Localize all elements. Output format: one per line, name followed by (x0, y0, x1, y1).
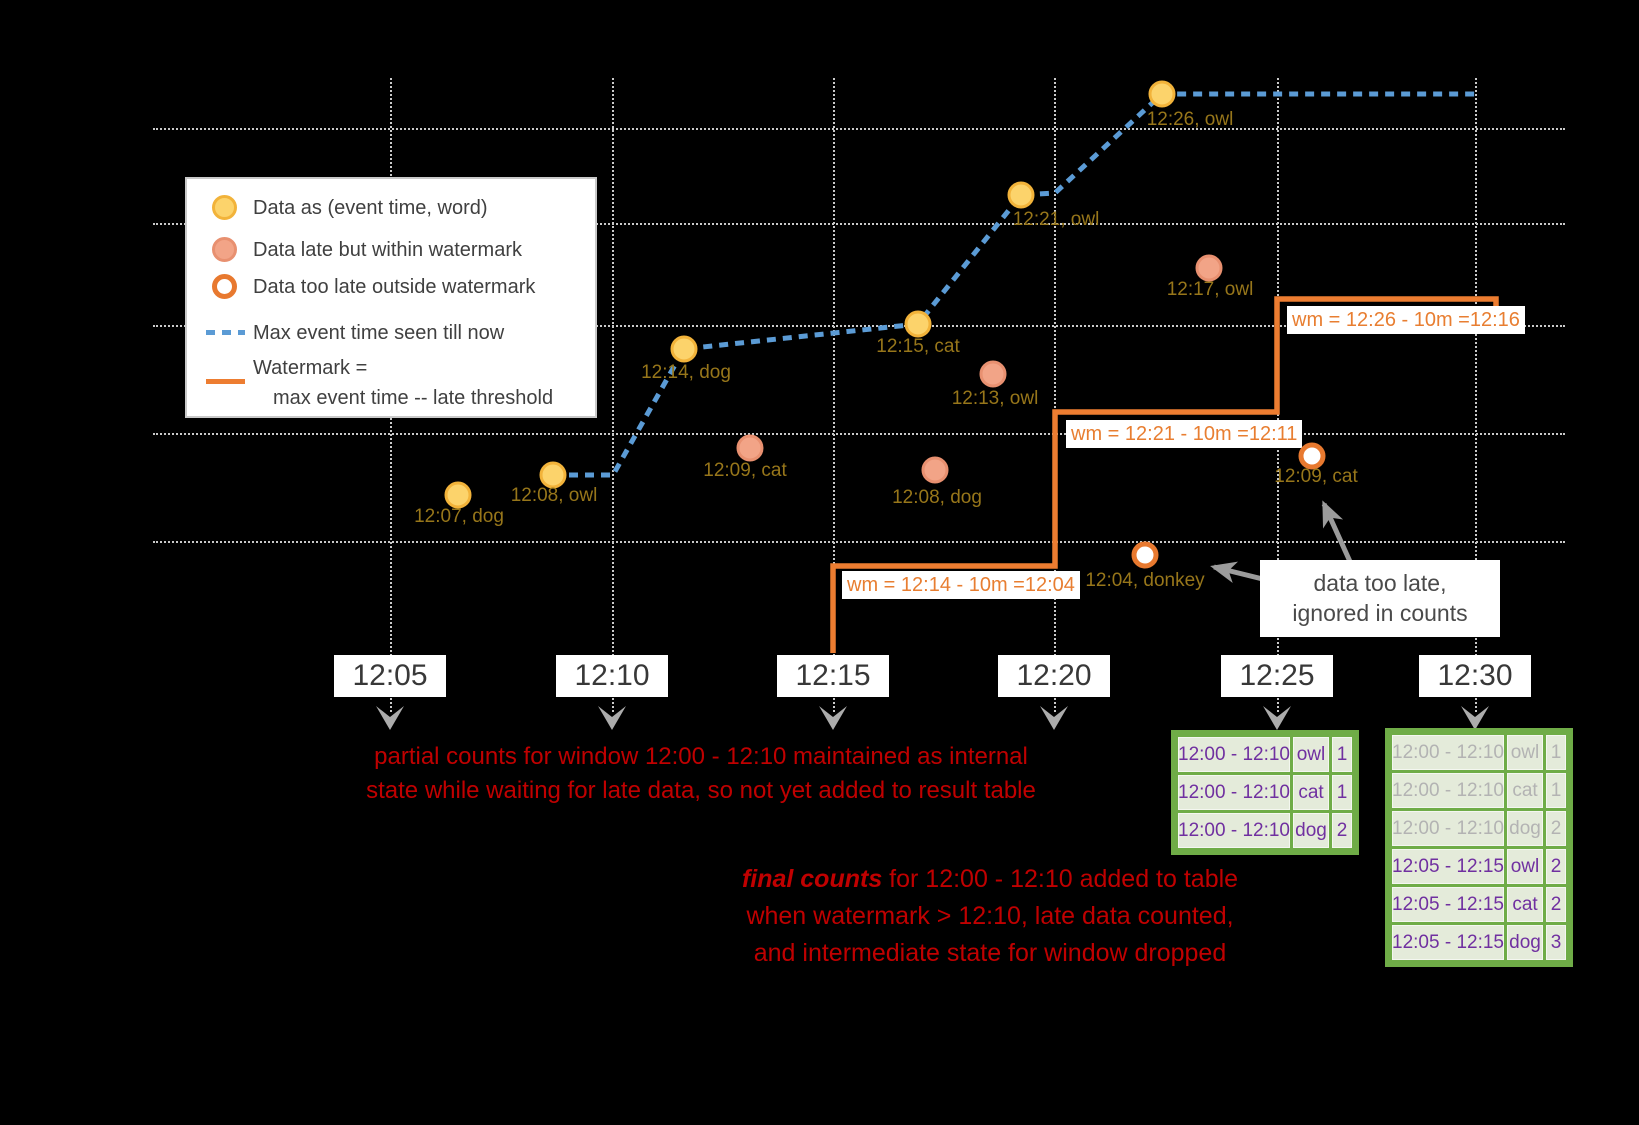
data-point-late (922, 457, 949, 484)
table-cell-window: 12:00 - 12:10 (1392, 811, 1504, 846)
data-point-label: 12:08, dog (892, 487, 982, 508)
legend-watermark-label-cont: max event time -- late threshold (273, 387, 554, 409)
table-row (1392, 773, 1566, 808)
table-cell-window: 12:00 - 12:10 (1178, 813, 1290, 848)
data-point-label: 12:04, donkey (1085, 570, 1205, 591)
data-point-ontime (1008, 182, 1035, 209)
gridline-h (153, 433, 1565, 435)
callout-line1: data too late, (1313, 570, 1447, 596)
table-cell-count: 2 (1546, 849, 1566, 884)
data-point-toolate (1132, 542, 1159, 569)
table-cell-word: dog (1293, 813, 1329, 848)
result-table (1385, 728, 1573, 967)
gridline-v (612, 78, 614, 712)
legend (185, 177, 597, 418)
table-cell-window: 12:00 - 12:10 (1178, 775, 1290, 810)
legend-toolate-icon (212, 274, 237, 299)
table-row (1178, 813, 1352, 848)
note-final-line3: and intermediate state for window dropped (753, 939, 1227, 967)
time-tick-label: 12:30 (1419, 655, 1531, 697)
data-point-label: 12:13, owl (951, 388, 1039, 409)
table-cell-word: owl (1293, 737, 1329, 772)
table-cell-window: 12:00 - 12:10 (1178, 737, 1290, 772)
note-partial-counts (340, 740, 1062, 808)
legend-watermark-label: Watermark = (253, 357, 368, 379)
data-point-late (1196, 255, 1223, 282)
time-tick-label: 12:20 (998, 655, 1110, 697)
legend-max-event-label: Max event time seen till now (253, 322, 505, 344)
data-point-label: 12:09, cat (1274, 466, 1358, 487)
data-point-ontime (905, 311, 932, 338)
callout-line2: ignored in counts (1292, 600, 1468, 626)
legend-late-icon (212, 237, 237, 262)
table-cell-word: dog (1507, 811, 1543, 846)
data-point-label: 12:08, owl (510, 485, 598, 506)
gridline-h (153, 541, 1565, 543)
data-point-label: 12:26, owl (1146, 109, 1234, 130)
table-row (1392, 811, 1566, 846)
time-tick-label: 12:15 (777, 655, 889, 697)
data-point-label: 12:07, dog (414, 506, 504, 527)
table-cell-window: 12:00 - 12:10 (1392, 773, 1504, 808)
table-cell-word: cat (1507, 773, 1543, 808)
table-cell-window: 12:00 - 12:10 (1392, 735, 1504, 770)
time-tick-label: 12:25 (1221, 655, 1333, 697)
data-point-label: 12:14, dog (641, 362, 731, 383)
note-final-line2: when watermark > 12:10, late data counted, (746, 902, 1234, 930)
data-point-ontime (445, 482, 472, 509)
watermark-value-label: wm = 12:26 - 10m =12:16 (1287, 306, 1525, 334)
table-cell-word: dog (1507, 925, 1543, 960)
legend-max-event-line-icon (206, 330, 245, 335)
note-final-line1: for 12:00 - 12:10 added to table (882, 865, 1239, 893)
table-cell-count: 2 (1546, 887, 1566, 922)
watermark-value-label: wm = 12:14 - 10m =12:04 (842, 571, 1080, 599)
legend-late-label: Data late but within watermark (253, 239, 523, 261)
time-tick-label: 12:10 (556, 655, 668, 697)
table-cell-count: 2 (1332, 813, 1352, 848)
legend-ontime-icon (212, 195, 237, 220)
watermark-value-label: wm = 12:21 - 10m =12:11 (1066, 420, 1302, 448)
table-row (1392, 887, 1566, 922)
note-partial-line2: state while waiting for late data, so not yet added to result table (366, 777, 1036, 804)
max-event-time-line (553, 94, 1475, 475)
gridline-v (833, 78, 835, 712)
table-cell-window: 12:05 - 12:15 (1392, 925, 1504, 960)
table-cell-window: 12:05 - 12:15 (1392, 849, 1504, 884)
table-cell-word: owl (1507, 735, 1543, 770)
data-point-label: 12:09, cat (703, 460, 787, 481)
table-row (1392, 925, 1566, 960)
data-point-label: 12:15, cat (876, 336, 960, 357)
table-row (1392, 849, 1566, 884)
legend-ontime-label: Data as (event time, word) (253, 197, 488, 219)
table-cell-word: owl (1507, 849, 1543, 884)
note-partial-line1: partial counts for window 12:00 - 12:10 maintained as internal (374, 743, 1028, 770)
too-late-pointer-arrow (1324, 504, 1352, 566)
data-point-late (980, 361, 1007, 388)
table-cell-count: 1 (1546, 773, 1566, 808)
data-too-late-callout (1260, 560, 1500, 637)
gridline-v (1054, 78, 1056, 712)
note-final-emphasis: final counts (741, 865, 883, 893)
table-cell-window: 12:05 - 12:15 (1392, 887, 1504, 922)
note-final-counts (680, 861, 1300, 972)
table-row (1178, 737, 1352, 772)
table-row (1178, 775, 1352, 810)
result-table (1171, 730, 1359, 855)
data-point-late (737, 435, 764, 462)
table-row (1392, 735, 1566, 770)
data-point-label: 12:17, owl (1166, 279, 1254, 300)
table-cell-count: 1 (1332, 737, 1352, 772)
data-point-ontime (671, 336, 698, 363)
table-cell-word: cat (1507, 887, 1543, 922)
table-cell-count: 2 (1546, 811, 1566, 846)
data-point-label: 12:21, owl (1012, 209, 1100, 230)
table-cell-count: 1 (1546, 735, 1566, 770)
time-tick-label: 12:05 (334, 655, 446, 697)
table-cell-word: cat (1293, 775, 1329, 810)
legend-watermark-line-icon (206, 379, 245, 384)
table-cell-count: 3 (1546, 925, 1566, 960)
gridline-h (153, 128, 1565, 130)
legend-toolate-label: Data too late outside watermark (253, 276, 536, 298)
table-cell-count: 1 (1332, 775, 1352, 810)
data-point-ontime (1149, 81, 1176, 108)
